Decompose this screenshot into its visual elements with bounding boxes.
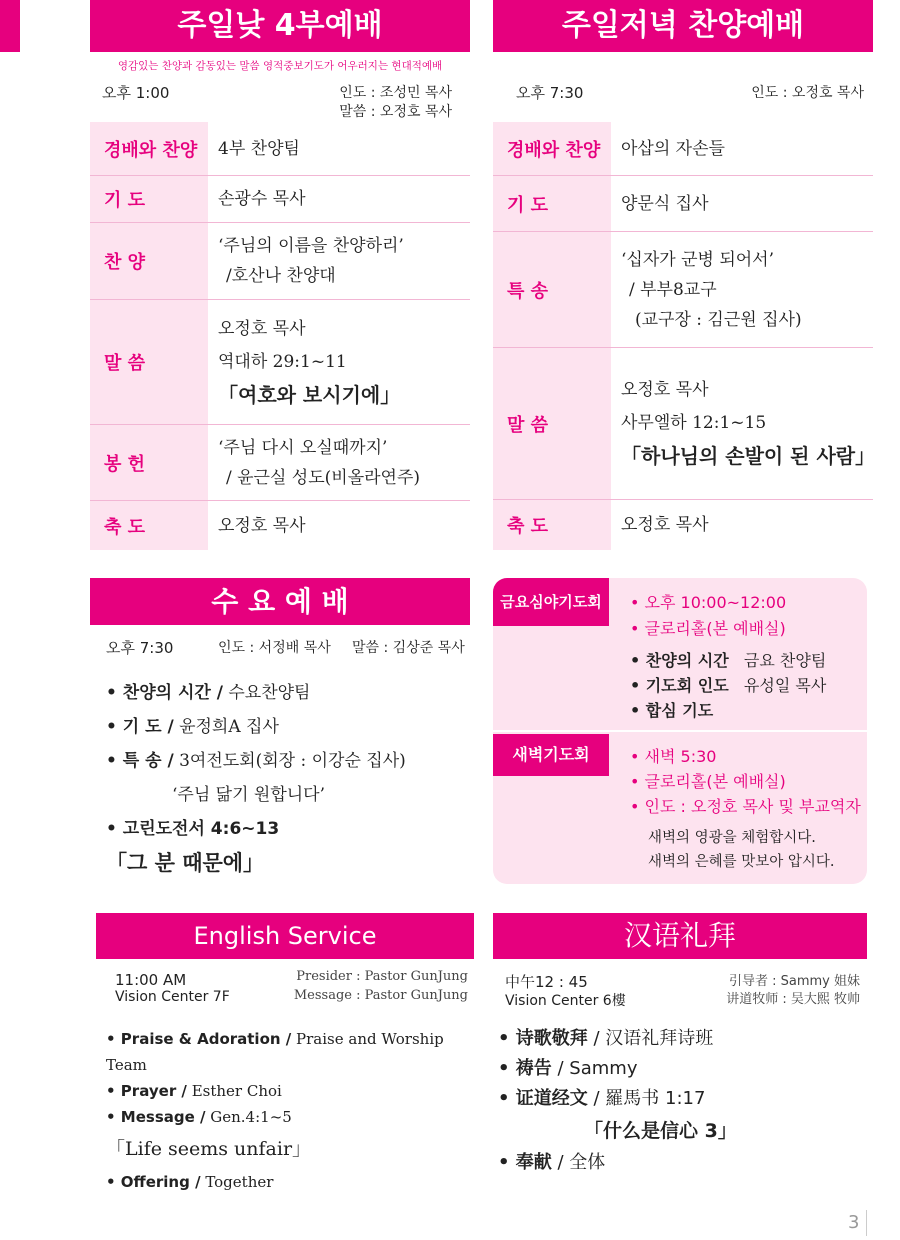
sunday-evening-order-table xyxy=(493,122,876,550)
row-value: 양문식 집사 xyxy=(621,193,709,214)
friday-label: 금요심야기도회 xyxy=(493,578,609,626)
row-label: 축 도 xyxy=(493,500,611,550)
item-heading: • 찬양의 시간 / xyxy=(106,683,223,703)
wednesday-order-list xyxy=(106,676,476,880)
list-item xyxy=(106,812,476,846)
english-message: Message : Pastor GunJung xyxy=(293,988,468,1003)
row-label: 경배와 찬양 xyxy=(90,122,208,175)
wednesday-leader: 인도 : 서정배 목사 xyxy=(218,640,331,656)
page-number-rule xyxy=(866,1210,867,1236)
row-value: / 윤근실 성도(비올라연주) xyxy=(226,467,421,488)
scripture: 사무엘하 12:1~15 xyxy=(621,413,767,433)
left-edge-marker xyxy=(0,0,20,52)
dawn-info-line: • 인도 : 오정호 목사 및 부교역자 xyxy=(630,797,861,816)
dawn-note: 새벽의 은혜를 맛보아 압시다. xyxy=(648,854,835,870)
chinese-preacher: 讲道牧师 : 吴大熙 牧帅 xyxy=(726,992,860,1007)
sermon-title: 「什么是信心 3」 xyxy=(584,1120,737,1142)
english-title: English Service xyxy=(96,913,474,959)
item-heading: • 고린도전서 4:6~13 xyxy=(106,819,280,839)
item-heading: • 奉献 xyxy=(498,1152,552,1173)
friday-info-line: • 오후 10:00~12:00 xyxy=(630,593,787,612)
item-text: / 羅馬书 1:17 xyxy=(587,1088,706,1109)
item-text: Together xyxy=(200,1173,274,1191)
row-value: ‘십자가 군병 되어서’ xyxy=(621,249,774,270)
chinese-order-list xyxy=(498,1024,868,1178)
item-heading: • Prayer / xyxy=(106,1082,187,1100)
item-heading: • 证道经文 xyxy=(498,1088,588,1109)
list-item xyxy=(106,1026,476,1078)
row-value: ‘주님의 이름을 찬양하리’ xyxy=(218,236,404,256)
wednesday-preacher: 말씀 : 김상준 목사 xyxy=(352,640,465,656)
sunday4-subtitle: 영감있는 찬양과 감동있는 말씀 영적중보기도가 어우러지는 현대적예배 xyxy=(117,60,443,72)
row-label: 말 씀 xyxy=(90,300,208,424)
item-text: ‘주님 닮기 원합니다’ xyxy=(172,785,325,805)
list-item xyxy=(106,1168,476,1196)
table-row xyxy=(493,348,876,500)
list-item xyxy=(106,744,476,778)
list-item xyxy=(498,1054,868,1084)
table-row xyxy=(493,176,873,232)
list-item xyxy=(106,1078,476,1104)
item-heading: • 특 송 / xyxy=(106,751,174,771)
list-item xyxy=(498,1148,868,1178)
list-item xyxy=(630,673,826,698)
chinese-time: 中午12 : 45 xyxy=(505,973,588,991)
row-value: / 부부8교구 xyxy=(629,279,717,300)
row-label: 축 도 xyxy=(90,501,208,550)
sunday4-leader: 인도 : 조성민 목사 xyxy=(339,85,452,101)
chinese-place: Vision Center 6樓 xyxy=(505,993,626,1009)
sunday4-preacher: 말씀 : 오정호 목사 xyxy=(339,104,452,120)
item-heading: • 기도회 인도 xyxy=(630,676,729,695)
sunday-evening-time: 오후 7:30 xyxy=(516,84,584,102)
dawn-note: 새벽의 영광을 체험합시다. xyxy=(648,830,816,846)
list-item xyxy=(630,698,826,723)
row-value: 4부 찬양팀 xyxy=(218,138,300,159)
row-value: ‘주님 다시 오실때까지’ xyxy=(218,437,388,458)
list-item xyxy=(630,648,826,673)
sunday-evening-leader: 인도 : 오정호 목사 xyxy=(751,85,864,101)
table-row xyxy=(90,122,470,176)
row-value: 오정호 목사 xyxy=(621,515,709,535)
sermon-title: 「그 분 때문에」 xyxy=(106,851,265,875)
item-heading: • Message / xyxy=(106,1108,206,1126)
sunday-evening-title: 주일저녁 찬양예배 xyxy=(493,0,873,52)
friday-info-line: • 글로리홀(본 예배실) xyxy=(630,619,786,638)
chinese-title: 汉语礼拜 xyxy=(493,913,867,959)
dawn-info xyxy=(630,744,861,819)
sermon-title: 「Life seems unfair」 xyxy=(106,1138,312,1160)
english-place: Vision Center 7F xyxy=(115,989,230,1005)
english-order-list xyxy=(106,1026,476,1196)
panel-divider xyxy=(493,730,867,732)
dawn-info-line: • 글로리홀(본 예배실) xyxy=(630,772,786,791)
table-row xyxy=(493,232,873,348)
list-item xyxy=(498,1024,868,1054)
item-text: / Sammy xyxy=(551,1058,638,1079)
wednesday-time: 오후 7:30 xyxy=(106,639,174,657)
item-text: Gen.4:1~5 xyxy=(205,1108,292,1126)
row-label: 찬 양 xyxy=(90,223,208,299)
item-text: / 汉语礼拜诗班 xyxy=(587,1028,714,1049)
row-value: (교구장 : 김근원 집사) xyxy=(635,309,802,330)
english-presider: Presider : Pastor GunJung xyxy=(296,969,468,984)
table-row xyxy=(90,300,470,425)
item-heading: • Praise & Adoration / xyxy=(106,1030,292,1048)
english-time: 11:00 AM xyxy=(115,971,187,989)
item-heading: • 합심 기도 xyxy=(630,701,714,720)
item-text: / 全体 xyxy=(551,1152,606,1173)
wednesday-title: 수 요 예 배 xyxy=(90,578,470,625)
dawn-info-line: • 새벽 5:30 xyxy=(630,747,717,766)
table-row xyxy=(90,223,470,300)
friday-info xyxy=(630,590,786,642)
row-value: /호산나 찬양대 xyxy=(226,266,336,286)
preacher-name: 오정호 목사 xyxy=(218,318,306,339)
table-row xyxy=(90,176,470,223)
list-item xyxy=(106,676,476,710)
item-heading: • 찬양의 시간 xyxy=(630,651,729,670)
dawn-notes xyxy=(648,826,835,874)
table-row xyxy=(90,501,470,550)
chinese-leader: 引导者 : Sammy 姐妹 xyxy=(728,974,860,989)
sunday4-order-table xyxy=(90,122,470,550)
friday-order xyxy=(630,648,826,723)
list-item xyxy=(106,1104,476,1130)
item-heading: • Offering / xyxy=(106,1173,201,1191)
preacher-name: 오정호 목사 xyxy=(621,380,709,400)
list-item xyxy=(498,1084,868,1114)
list-item xyxy=(106,778,476,812)
item-text: Praise and Worship Team xyxy=(106,1030,444,1074)
row-label: 봉 헌 xyxy=(90,425,208,500)
item-text: 금요 찬양팀 xyxy=(743,651,827,670)
row-value: 손광수 목사 xyxy=(218,189,306,209)
list-item xyxy=(106,710,476,744)
scripture: 역대하 29:1~11 xyxy=(218,351,347,372)
dawn-label: 새벽기도회 xyxy=(493,734,609,776)
page-number: 3 xyxy=(848,1212,860,1233)
sunday4-title: 주일낮 4부예배 xyxy=(90,0,470,52)
table-row xyxy=(493,500,873,550)
row-label: 말 씀 xyxy=(493,348,611,499)
row-label: 특 송 xyxy=(493,232,611,347)
table-row xyxy=(90,425,470,501)
row-value: 오정호 목사 xyxy=(218,515,306,536)
sunday4-time: 오후 1:00 xyxy=(102,84,170,102)
sermon-title: 「하나님의 손발이 된 사람」 xyxy=(621,444,876,468)
table-row xyxy=(493,122,873,176)
item-text: Esther Choi xyxy=(186,1082,282,1100)
row-label: 경배와 찬양 xyxy=(493,122,611,175)
row-value: 아삽의 자손들 xyxy=(621,138,725,159)
item-text: 수요찬양팀 xyxy=(222,683,311,703)
item-text: 3여전도회(회장 : 이강순 집사) xyxy=(173,751,406,771)
item-heading: • 诗歌敬拜 xyxy=(498,1028,588,1049)
row-label: 기 도 xyxy=(90,176,208,222)
item-heading: • 祷告 xyxy=(498,1058,552,1079)
row-label: 기 도 xyxy=(493,176,611,231)
item-text: 유성일 목사 xyxy=(743,676,827,695)
sermon-title: 「여호와 보시기에」 xyxy=(218,382,401,407)
item-heading: • 기 도 / xyxy=(106,717,174,737)
item-text: 윤정희A 집사 xyxy=(173,717,279,737)
